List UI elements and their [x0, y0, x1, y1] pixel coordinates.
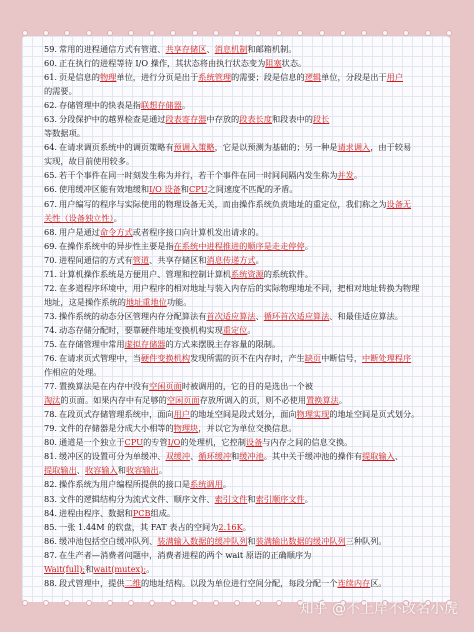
answer-text: 联想存储器 — [140, 100, 182, 111]
question-text: 、 — [190, 451, 199, 462]
question-text: 使用缓冲区能有效地缓和 — [59, 184, 150, 195]
question-text: 。 — [158, 465, 167, 476]
list-item — [44, 98, 436, 112]
list-item — [44, 70, 436, 84]
question-text: 。 — [113, 212, 122, 223]
item-number: 85. — [44, 521, 58, 532]
answer-text: 命令方式 — [99, 226, 133, 237]
question-text: 分段保护中的越界检查是通过 — [59, 114, 166, 125]
binder-hole — [170, 600, 176, 606]
answer-text: PCB — [132, 507, 151, 518]
question-text: 和 — [85, 563, 94, 574]
question-text: 、 — [255, 310, 264, 321]
answer-text: 管道 — [132, 254, 150, 265]
question-text: 的系统软件。 — [263, 268, 313, 279]
answer-text: I/O 设备 — [149, 184, 181, 195]
question-text: 。 — [338, 395, 348, 406]
list-item — [44, 309, 436, 323]
answer-text: 系统资源 — [230, 268, 264, 279]
list-item — [44, 140, 436, 154]
question-text: 单位，进行分页是出于 — [116, 72, 199, 83]
answer-text: 连续内存 — [337, 577, 371, 588]
item-number: 81. — [44, 451, 58, 462]
item-number: 66. — [44, 184, 58, 195]
question-text: 、 — [394, 451, 404, 462]
question-text: 的处理机，它控制 — [180, 437, 246, 448]
binder-hole — [234, 600, 240, 606]
question-text: 操作系统为用户编程所提供的接口是 — [59, 479, 191, 490]
answer-text: 空闲页面 — [166, 395, 200, 406]
question-text: 。 — [242, 521, 251, 532]
question-text: 。 — [146, 563, 155, 574]
list-item — [44, 154, 436, 168]
question-text: 文件的存储器是分成大小相等的 — [59, 423, 174, 434]
question-text: 操作系统的动态分区管理内存分配算法有 — [59, 310, 207, 321]
list-item — [44, 42, 436, 56]
answer-text: wait(mutex); — [93, 563, 147, 574]
list-item — [44, 267, 436, 281]
item-number: 84. — [44, 507, 58, 518]
question-text: 段式管理中，提供 — [59, 577, 125, 588]
list-item — [44, 449, 436, 463]
question-text: 正在执行的进程等待 I/O 操作，其状态将由执行状态变为 — [59, 58, 266, 69]
question-text: 组成。 — [150, 507, 176, 518]
question-text: 。 — [304, 493, 313, 504]
list-item — [44, 126, 436, 140]
question-text: 用户是通过 — [59, 226, 100, 237]
answer-text: 消息机制 — [214, 44, 248, 54]
list-item — [44, 56, 436, 70]
question-text: 在请求页式管理中，当 — [59, 353, 141, 364]
question-text: 发现所需的页不在内存时，产生 — [190, 353, 305, 364]
answer-text: 物理块 — [173, 423, 199, 434]
binder-hole — [149, 600, 155, 606]
list-item — [44, 239, 436, 253]
question-text: 、 — [206, 44, 215, 54]
question-text: 之间速度不匹配的矛盾。 — [207, 184, 298, 195]
list-item — [44, 379, 436, 393]
question-text: 和段表中的 — [271, 114, 313, 125]
answer-text: 消息传递方式 — [206, 254, 256, 265]
question-text: 常用的进程通信方式有管道、 — [59, 44, 166, 54]
answer-text: 地址重地位 — [125, 296, 167, 307]
item-number: 59. — [44, 44, 58, 54]
question-text: 。 — [255, 254, 264, 265]
question-text: 。 — [181, 100, 191, 111]
answer-text: 共享存储区 — [165, 44, 207, 54]
question-text: 和 — [180, 184, 189, 195]
binder-hole — [213, 600, 219, 606]
answer-text: 首次适应算法 — [206, 310, 256, 321]
item-number: 88. — [44, 577, 58, 588]
question-text: 。其中关于缓冲池的操作有 — [263, 451, 363, 462]
question-text: 进程由程序、数据和 — [59, 507, 133, 518]
question-text: 区。 — [370, 577, 387, 588]
question-text: 在段页式存储管理系统中，面向 — [59, 409, 174, 420]
answer-text: 物理 — [99, 72, 117, 83]
list-item — [44, 562, 436, 576]
item-number: 76. — [44, 353, 58, 364]
answer-text: 淘汰 — [44, 395, 61, 406]
binder-hole — [107, 600, 113, 606]
question-text: 时被调用的，它的目的是选出一个被 — [181, 381, 313, 392]
answer-text: 请求调入 — [337, 142, 371, 153]
item-number: 68. — [44, 226, 58, 237]
item-number: 64. — [44, 142, 58, 153]
note-sheet — [22, 36, 450, 602]
question-text: 一张 1.44M 的软盘，其 FAT 表占的空间为 — [59, 521, 219, 532]
item-number: 80. — [44, 437, 58, 448]
question-text: 中存放的 — [206, 114, 240, 125]
answer-text: 提取输出 — [44, 465, 77, 476]
answer-text: 阻塞 — [265, 58, 282, 69]
list-item — [44, 225, 436, 239]
item-number: 83. — [44, 493, 58, 504]
item-number: 87. — [44, 549, 58, 560]
list-item — [44, 182, 436, 196]
question-text: 和 — [231, 451, 240, 462]
answer-text: 用户 — [173, 409, 191, 420]
list-item — [44, 576, 436, 590]
answer-text: 关性（设备独立性） — [44, 212, 114, 223]
question-text: 的方式来摆脱主存容量的限制。 — [165, 338, 281, 349]
answer-text: 索引文件 — [214, 493, 248, 504]
question-text: 缓冲区的设置可分为单缓冲、 — [59, 451, 166, 462]
answer-text: 用户 — [386, 72, 404, 83]
question-text: 单位，分段是出于 — [321, 72, 387, 83]
answer-text: 虚拟存储器 — [124, 338, 166, 349]
item-number: 69. — [44, 240, 58, 251]
item-number: 78. — [44, 409, 58, 420]
question-text: 等数据项。 — [44, 128, 85, 139]
answer-text: CPU — [189, 184, 208, 195]
answer-text: 装满输入数据的缓冲队列 — [157, 535, 248, 546]
question-text: 和 — [247, 493, 256, 504]
answer-text: 双缓冲 — [165, 451, 191, 462]
answer-text: 提取输入 — [362, 451, 395, 462]
answer-text: 缓冲池 — [239, 451, 264, 462]
answer-text: 逻辑 — [304, 72, 322, 83]
question-text: 、和最佳适应算法。 — [329, 310, 403, 321]
question-text: 在多道程序环境中，用户程序的相对地址与装入内存后的实际物理地址不同，把相对地址转换为物理 — [59, 282, 420, 293]
answer-text: 置换算法 — [306, 395, 339, 406]
answer-text: 系统调用 — [190, 479, 223, 490]
list-item — [44, 365, 436, 379]
question-text: 在存储管理中常用 — [59, 338, 125, 349]
answer-text: 收容输入 — [84, 465, 118, 476]
binder-hole — [255, 600, 261, 606]
item-number: 73. — [44, 310, 58, 321]
list-item — [44, 393, 436, 407]
question-text: 进程间通信的方式有 — [59, 254, 133, 265]
binder-hole — [128, 600, 134, 606]
list-item — [44, 323, 436, 337]
question-text: 在操作系统中的异步性主要是指 — [59, 240, 174, 251]
item-number: 71. — [44, 268, 58, 279]
question-text: 、 — [76, 465, 85, 476]
question-text: 动态存储分配时，要靠硬件地址变换机构实现 — [59, 324, 223, 335]
question-text: 地址，这是操作系统的 — [44, 296, 126, 307]
watermark: 知乎 @不上岸不改名小虎 — [299, 601, 458, 617]
answer-text: 2.16K — [218, 521, 243, 532]
answer-text: 预调入策略 — [173, 142, 215, 153]
list-item — [44, 534, 436, 548]
question-text: ，并以它为单位交换信息。 — [198, 423, 297, 434]
answer-text: 段表寄存器 — [165, 114, 207, 125]
question-text: 的专管 — [143, 437, 168, 448]
item-number: 62. — [44, 100, 58, 111]
list-item — [44, 506, 436, 520]
list-item — [44, 421, 436, 435]
item-number: 60. — [44, 58, 58, 69]
question-text: 置换算法是在内存中没有 — [59, 381, 150, 392]
answer-text: 系统管理 — [198, 72, 232, 83]
question-text: 三种队列。 — [345, 535, 387, 546]
item-number: 70. — [44, 254, 58, 265]
answer-text: 空闲页面 — [149, 381, 182, 392]
item-number: 74. — [44, 324, 58, 335]
answer-text: 缺页 — [304, 353, 322, 364]
question-text: 在生产者—消费者问题中，消费者进程的两个 wait 原语的正确顺序为 — [59, 549, 312, 560]
list-item — [44, 548, 436, 562]
item-number: 67. — [44, 198, 58, 209]
list-item — [44, 520, 436, 534]
question-text: 作相应的处理。 — [44, 367, 102, 378]
item-number: 63. — [44, 114, 58, 125]
answer-text: 设备 — [245, 437, 263, 448]
item-number: 61. — [44, 72, 58, 83]
list-item — [44, 112, 436, 126]
question-text: 用户编写的程序与实际使用的物理设备无关，而由操作系统负责地址的重定位，我们称之为 — [59, 198, 387, 209]
question-text: 。 — [304, 240, 313, 251]
list-item — [44, 337, 436, 351]
question-text: 缓冲池包括空白缓冲队列、 — [59, 535, 158, 546]
answer-text: CPU — [124, 437, 144, 448]
answer-text: 中断处理程序 — [362, 353, 412, 364]
question-text: 。 — [353, 170, 363, 181]
list-item — [44, 211, 436, 225]
question-text: 存放所调入的页，则不必使用 — [199, 395, 307, 406]
question-text: 。 — [222, 479, 232, 490]
item-number: 86. — [44, 535, 58, 546]
question-text: 计算机操作系统是方便用户、管理和控制计算机 — [59, 268, 231, 279]
question-text: 的地址空间是段式划分，面向 — [190, 409, 297, 420]
item-number: 75. — [44, 338, 58, 349]
question-text: 实现，故目前使用较多。 — [44, 156, 135, 167]
list-item — [44, 492, 436, 506]
question-text: 在请求调页系统中的调页策略有 — [59, 142, 174, 153]
item-number: 65. — [44, 170, 58, 181]
binder-hole — [64, 600, 70, 606]
item-number: 82. — [44, 479, 58, 490]
item-number: 72. — [44, 282, 58, 293]
question-text: 和 — [117, 465, 126, 476]
question-text: 或者程序接口向计算机发出请求的。 — [132, 226, 264, 237]
question-text: 和邮箱机制。 — [247, 44, 297, 54]
answer-text: Wait(full); — [44, 563, 86, 574]
item-number: 79. — [44, 423, 58, 434]
question-text: 存储管理中的快表是指 — [59, 100, 141, 111]
answer-text: 在系统中进程推进的顺序是走走停停 — [173, 240, 305, 251]
question-text: 通道是一个独立于 — [59, 437, 125, 448]
answer-text: 设备无 — [386, 198, 412, 209]
answer-text: 段长 — [312, 114, 330, 125]
question-text: 的需要。 — [44, 86, 77, 97]
question-text: 文件的逻辑结构分为流式文件、顺序文件、 — [59, 493, 215, 504]
answer-text: 硬件变换机构 — [140, 353, 191, 364]
list-item — [44, 435, 436, 449]
question-text: 功能。 — [166, 296, 192, 307]
question-text: 的地址空间是页式划分。 — [329, 409, 420, 420]
list-item — [44, 477, 436, 491]
answer-text: 段表长度 — [239, 114, 272, 125]
question-text: 的需要；段是信息的 — [231, 72, 305, 83]
answer-text: 收容输出 — [125, 465, 159, 476]
list-item — [44, 197, 436, 211]
question-text: 与内存之间的信息交换。 — [262, 437, 353, 448]
question-text: 中断信号， — [321, 353, 363, 364]
question-text: 的地址结构。以段为单位进行空间分配，每段分配一个 — [140, 577, 338, 588]
list-item — [44, 253, 436, 267]
binder-hole — [43, 600, 49, 606]
question-text: ，它是以预测为基础的；另一种是 — [214, 142, 338, 153]
list-item — [44, 463, 436, 477]
binder-hole — [22, 600, 28, 606]
list-item — [44, 281, 436, 295]
binder-hole — [86, 600, 92, 606]
question-text: 和 — [247, 535, 256, 546]
answer-text: 重定位 — [222, 324, 248, 335]
answer-text: 二维 — [124, 577, 141, 588]
list-item — [44, 351, 436, 365]
answer-text: 循环首次适应算法 — [263, 310, 330, 321]
list-item — [44, 84, 436, 98]
answer-text: 物理实现 — [296, 409, 330, 420]
question-text: 、共享存储区和 — [149, 254, 207, 265]
question-text: ，由于较易 — [370, 142, 412, 153]
list-item — [44, 295, 436, 309]
question-text: 页是信息的 — [59, 72, 100, 83]
list-item — [44, 407, 436, 421]
binder-hole — [276, 600, 282, 606]
item-number: 77. — [44, 381, 58, 392]
question-text: 。 — [247, 324, 256, 335]
answer-text: 索引顺序文件 — [255, 493, 305, 504]
list-item — [44, 168, 436, 182]
answer-text: I/O — [167, 437, 181, 448]
question-text: 状态。 — [281, 58, 307, 69]
answer-text: 循环缓冲 — [198, 451, 232, 462]
question-text: 的页面。如果内存中有足够的 — [60, 395, 167, 406]
answer-text: 装满输出数据的缓冲队列 — [255, 535, 346, 546]
question-list — [44, 42, 436, 590]
question-text: 若干个事件在同一时刻发生称为并行，若干个事件在同一时间间隔内发生称为 — [59, 170, 338, 181]
answer-text: 并发 — [337, 170, 354, 181]
binder-hole — [192, 600, 198, 606]
